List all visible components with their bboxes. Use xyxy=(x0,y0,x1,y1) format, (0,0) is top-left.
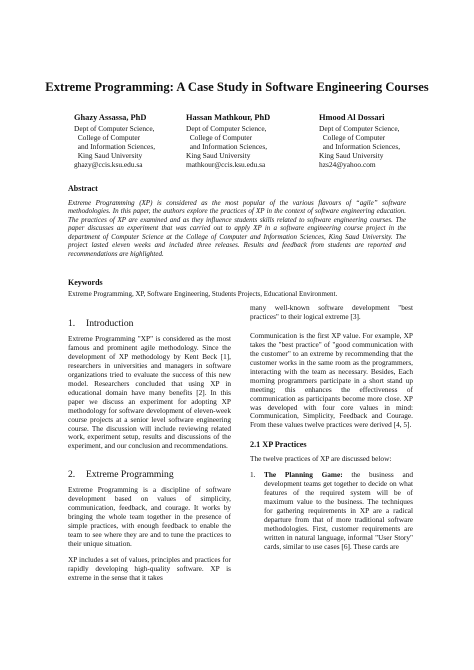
body-paragraph: Communication is the first XP value. For example, XP takes the "best practice" of "good communication with the customer" to an extreme by recommending that the customer works in the same room as the programmers, interacting with the team as necessary. Besides, Each morning programmers participate in a short stand up meeting; this enhances the effectiveness of communication as participants become more close. XP was developed with four core values in mind: Communication, Simplicity, Feedback and Courage. From these values twelve practices were derived [4, 5]. xyxy=(250,330,413,430)
section-title: Extreme Programming xyxy=(86,469,174,481)
author-affiliation-line: and Information Sciences, xyxy=(74,141,156,151)
body-paragraph: Extreme Programming is a discipline of software development based on values of simplicity, communication, feedback, and courage. It works by bringing the whole team together in the presence of simple practices, with enough feedback to enable the team to see where they are and to tune the practices to their unique situation. xyxy=(68,485,231,549)
author-affiliation-line: College of Computer xyxy=(74,132,141,142)
author-affiliation-line: Dept of Computer Science, xyxy=(74,123,155,133)
author-name: Ghazy Assassa, PhD xyxy=(74,113,147,122)
keywords-heading: Keywords xyxy=(68,278,103,287)
author-affiliation-line: King Saud University xyxy=(74,150,143,160)
section-number: 1. xyxy=(68,318,76,329)
section-number: 2. xyxy=(68,469,76,481)
list-item-heading: The Planning Game: xyxy=(264,470,343,480)
author-name: Hassan Mathkour, PhD xyxy=(186,113,271,122)
subsection-heading: 2.1 XP Practices xyxy=(250,440,307,450)
right-column xyxy=(250,304,413,552)
author-affiliation-line: College of Computer xyxy=(319,132,386,142)
left-column xyxy=(68,300,231,590)
section-heading-introduction xyxy=(68,318,231,329)
list-item-text xyxy=(264,471,413,552)
paper-title: Extreme Programming: A Case Study in Software Engineering Courses xyxy=(45,80,429,94)
list-item xyxy=(250,471,413,552)
abstract-heading: Abstract xyxy=(68,184,98,193)
author-name: Hmood Al Dossari xyxy=(319,113,385,122)
author-block-2 xyxy=(186,114,326,169)
section-title: Introduction xyxy=(86,318,134,329)
author-affiliation-line: College of Computer xyxy=(186,132,253,142)
list-item-number: 1. xyxy=(250,470,256,480)
list-item-body: the business and development teams get together to decide on what features of the required system will be of maximum value to the business. The techniques for gathering requirements in XP are a radical departure from that of more traditional software methodologies. First, customer requirements are written in natural language, informal "User Story" cards, similar to use cases [6]. These cards are xyxy=(264,470,413,551)
author-email[interactable]: mathkour@ccis.ksu.edu.sa xyxy=(186,159,266,169)
author-affiliation-line: Dept of Computer Science, xyxy=(319,123,400,133)
body-paragraph-continuation: many well-known software development "best practices" to their logical extreme [3]. xyxy=(250,303,413,321)
author-affiliation-line: King Saud University xyxy=(319,150,384,160)
author-email[interactable]: ghazy@ccis.ksu.edu.sa xyxy=(74,159,143,169)
author-affiliation-line: King Saud University xyxy=(186,150,251,160)
section-heading-extreme-programming xyxy=(68,469,231,480)
body-paragraph: XP includes a set of values, principles and practices for rapidly developing high-quality software. XP is extreme in the sense that it takes xyxy=(68,555,231,582)
author-affiliation-line: and Information Sciences, xyxy=(319,141,401,151)
keywords-text: Extreme Programming, XP, Software Engineering, Students Projects, Educational Environment. xyxy=(68,290,338,298)
body-paragraph: The twelve practices of XP are discussed below: xyxy=(250,454,392,464)
author-affiliation-line: and Information Sciences, xyxy=(186,141,268,151)
body-paragraph: Extreme Programming "XP" is considered as the most famous and prominent agile methodology. Since the development of XP methodology by Kent Beck [1], researchers in universities and managers in software organizations tried to evaluate the success of this new model. Researchers concluded that using XP in educational domain have many benefits [2]. In this paper we discuss an experiment for adopting XP methodology for software development of eleven-week course projects at a senior level software engineering course. The discussion will include reviewing related work, experiment setup, results and discussions of the experiment, and our conclusion and recommendations. xyxy=(68,334,231,451)
author-block-3 xyxy=(319,114,459,169)
abstract-text: Extreme Programming (XP) is considered as the most popular of the various flavours of “agile” software methodologies. In this paper, the authors explore the practices of XP in the context of software engineering education. The practices of XP are examined and as they influence students skills related to software engineering courses. The paper discusses an experiment that was carried out to apply XP in a software engineering course project in the department of Computer Science at the College of Computer and Information Sciences, King Saud University. The project lasted eleven weeks and included three releases. Results and feedback from students are reported and recommendations are highlighted. xyxy=(68,199,406,258)
author-email[interactable]: hzs24@yahoo.com xyxy=(319,159,376,169)
author-affiliation-line: Dept of Computer Science, xyxy=(186,123,267,133)
